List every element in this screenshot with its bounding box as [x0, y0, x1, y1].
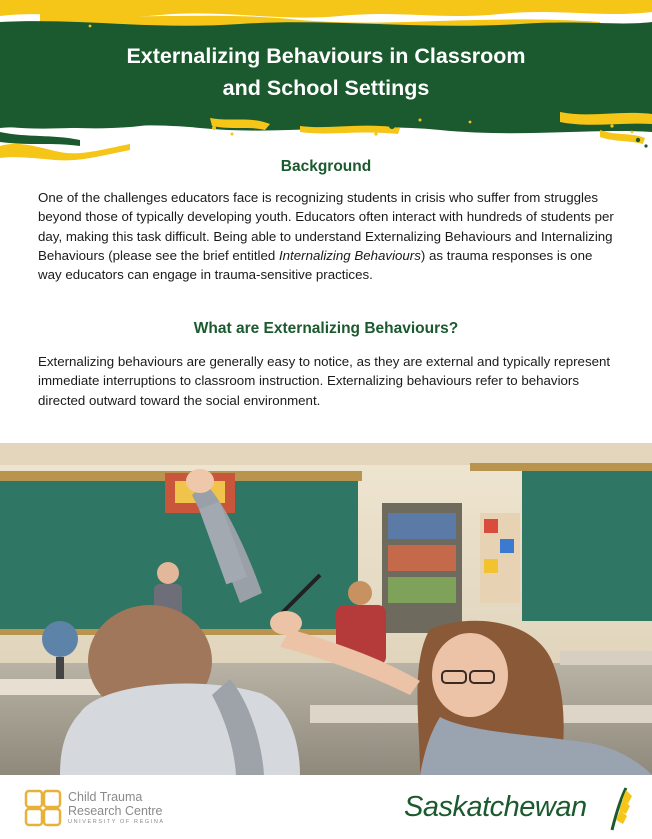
ctrc-text — [68, 791, 165, 825]
ctrc-line-2: Research Centre — [68, 803, 163, 818]
background-text-start: One of the challenges educators face is recognizing students in crisis who suffer from struggles beyond those of typically developing youth. Educators often interact with hundreds of students per day, making this task difficult. Being able to understand Externalizing Behaviours and Internalizing Behaviours (please see the brief entitled — [38, 190, 614, 263]
title-line-1: Externalizing Behaviours in Classroom — [126, 44, 526, 68]
what-are-paragraph: Externalizing behaviours are generally easy to notice, as they are external and typically represent immediate interruptions to classroom instruction. Externalizing behaviours refer to behaviors directed outward toward the social environment. — [38, 354, 611, 408]
background-heading: Background — [280, 158, 372, 175]
what-are-heading: What are Externalizing Behaviours? — [193, 320, 459, 337]
ctrc-subtitle: UNIVERSITY OF REGINA — [68, 819, 165, 825]
saskatchewan-logo — [404, 786, 634, 832]
wheat-icon — [608, 786, 634, 832]
title-line-2: and School Settings — [222, 76, 430, 100]
saskatchewan-wordmark: Saskatchewan — [404, 791, 587, 823]
ctrc-logo — [24, 787, 204, 831]
classroom-illustration — [0, 443, 652, 775]
ctrc-line-1: Child Trauma — [68, 790, 143, 804]
classroom-photo — [0, 443, 652, 775]
background-paragraph — [38, 188, 616, 284]
page-title — [0, 40, 652, 104]
background-text-italic: Internalizing Behaviours — [278, 247, 421, 263]
background-text-end: ) as trauma responses is one way educators can engage in trauma-sensitive practices. — [38, 247, 593, 283]
ctrc-mark-icon — [24, 789, 62, 827]
header-banner — [0, 0, 652, 175]
